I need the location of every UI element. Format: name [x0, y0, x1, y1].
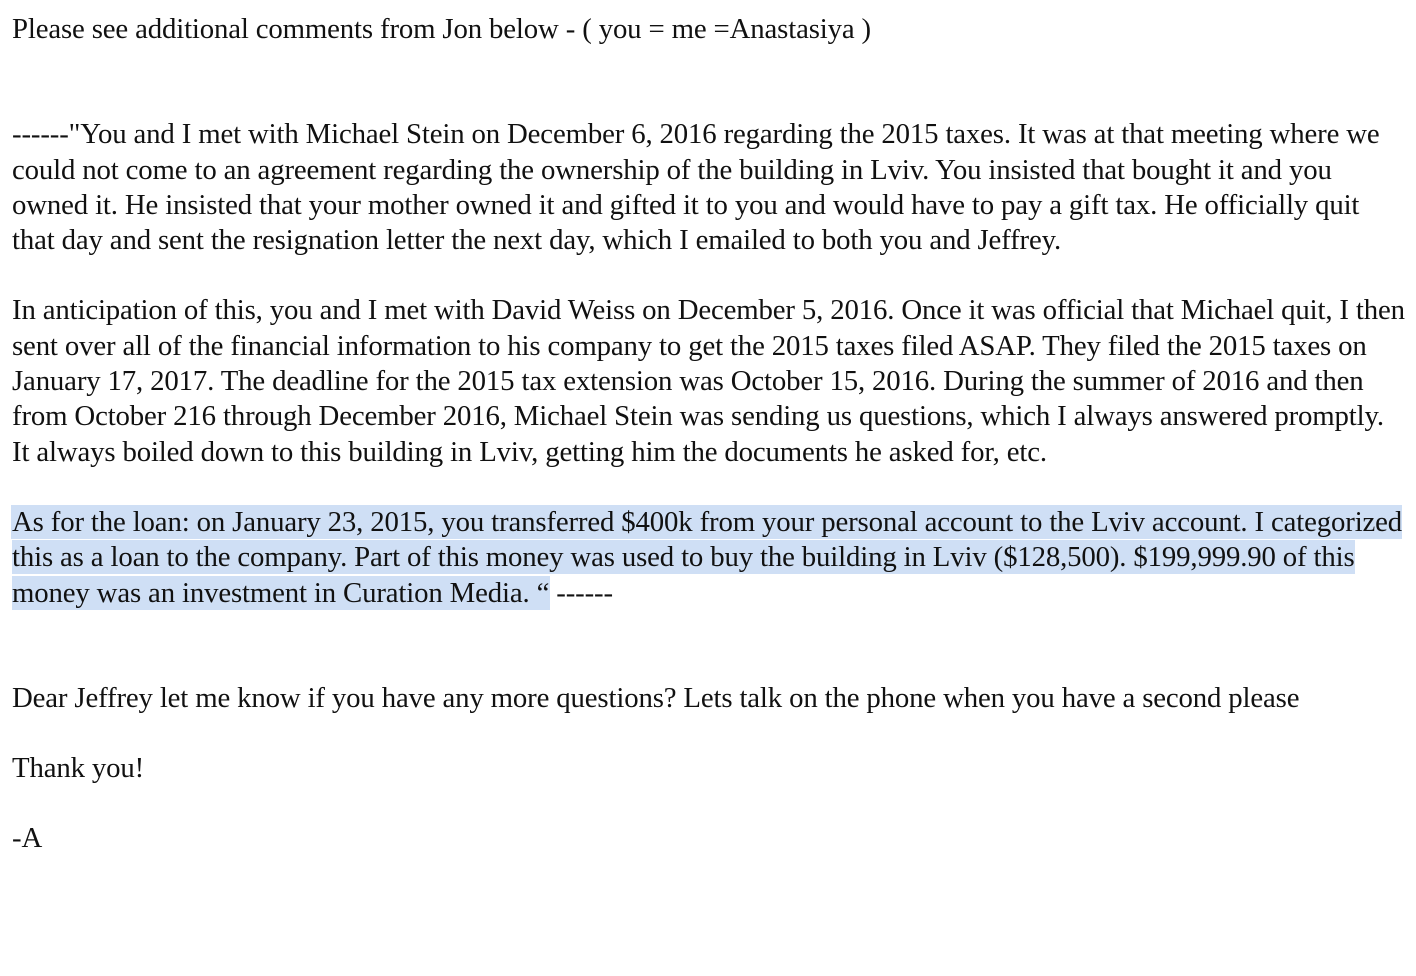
email-body	[12, 12, 1408, 857]
spacer	[12, 716, 1408, 751]
quoted-paragraph-2: In anticipation of this, you and I met with David Weiss on December 5, 2016. Once it was official that Michael quit, I then sent over all of the financial information to his company to get the 2015 taxes filed ASAP. They filed the 2015 taxes on January 17, 2017. The deadline for the 2015 tax extension was October 15, 2016. During the summer of 2016 and then from October 216 through December 2016, Michael Stein was sending us questions, which I always answered promptly. It always boiled down to this building in Lviv, getting him the documents he asked for, etc.	[12, 294, 1405, 468]
quoted-paragraph-3[interactable]	[12, 505, 1408, 611]
quoted-paragraph-1: ------"You and I met with Michael Stein on December 6, 2016 regarding the 2015 taxes. It was at that meeting where we could not come to an agreement regarding the ownership of the building in Lviv. You insisted that bought it and you owned it. He insisted that your mother owned it and gifted it to you and would have to pay a gift tax. He officially quit that day and sent the resignation letter the next day, which I emailed to both you and Jeffrey.	[12, 118, 1380, 257]
spacer	[12, 258, 1408, 293]
spacer	[12, 611, 1408, 681]
selected-text[interactable]: As for the loan: on January 23, 2015, you transferred $400k from your personal account to the Lviv account. I categorized this as a loan to the company. Part of this money was used to buy the building in Lviv ($128,500). $199,999.90 of this money was an investment in Curation Media. “	[12, 505, 1403, 609]
thanks-line: Thank you!	[12, 752, 145, 785]
signature: -A	[12, 822, 43, 855]
intro-line: Please see additional comments from Jon below - ( you = me =Anastasiya )	[12, 13, 871, 45]
spacer	[12, 47, 1408, 117]
quote-end-marker: ------	[549, 576, 613, 609]
spacer	[12, 470, 1408, 505]
spacer	[12, 786, 1408, 821]
closing-paragraph: Dear Jeffrey let me know if you have any more questions? Lets talk on the phone when you have a second please	[12, 681, 1300, 714]
